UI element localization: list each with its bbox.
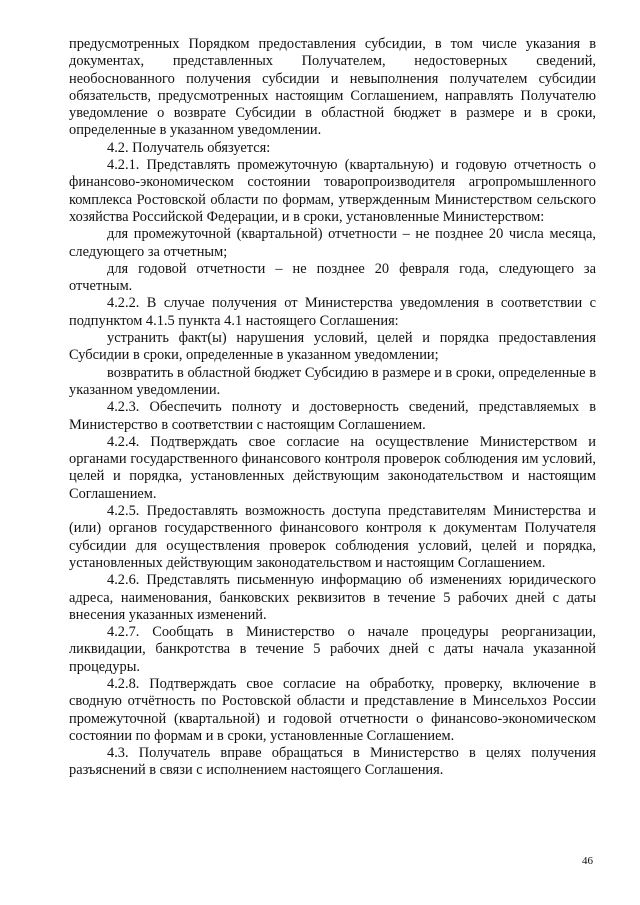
paragraph-continuation: предусмотренных Порядком предоставления субсидии, в том числе указания в документах, представленных Получателем, недостоверных сведений, необоснованного получения субсидии и невыполнения получателем субсидии обязательств, предусмотренных настоящим Соглашением, направлять Получателю уведомление о возврате Субсидии в областной бюджет в размере и в сроки, определенные в указанном уведомлении. [69, 36, 596, 139]
paragraph-4-2-5: 4.2.5. Предоставлять возможность доступа представителям Министерства и (или) органов государственного финансового контроля к документам Получателя субсидии для осуществления проверок соблюдения условий, целей и порядка, установленных действующим законодательством и настоящим Соглашением. [69, 503, 596, 571]
paragraph-return-subsidy: возвратить в областной бюджет Субсидию в размере и в сроки, определенные в указанном уведомлении. [69, 364, 596, 398]
paragraph-4-2-8: 4.2.8. Подтверждать свое согласие на обработку, проверку, включение в сводную отчётность по Ростовской области и представление в Минсельхоз России промежуточной (квартальной) и годовой отчетности о финансово-экономическом состоянии по формам и в сроки, установленные Соглашением. [69, 675, 596, 744]
paragraph-quarterly-deadline: для промежуточной (квартальной) отчетности – не позднее 20 числа месяца, следующего за отчетным; [69, 226, 596, 260]
paragraph-4-2-heading: 4.2. Получатель обязуется: [107, 139, 271, 156]
paragraph-4-2-1: 4.2.1. Представлять промежуточную (квартальную) и годовую отчетность о финансово-экономическом состоянии товаропроизводителя агропромышленного комплекса Ростовской области по формам, утвержденным Министерством сельского хозяйства Российской Федерации, и в сроки, установленные Министерством: [69, 157, 596, 225]
paragraph-4-2-2: 4.2.2. В случае получения от Министерства уведомления в соответствии с подпунктом 4.1.5 пункта 4.1 настоящего Соглашения: [69, 295, 596, 329]
paragraph-4-2-4: 4.2.4. Подтверждать свое согласие на осуществление Министерством и органами государственного финансового контроля проверок соблюдения им условий, целей и порядка, установленных действующим законодательством и настоящим Соглашением. [69, 433, 596, 502]
paragraph-4-2-6: 4.2.6. Представлять письменную информацию об изменениях юридического адреса, наименования, банковских реквизитов в течение 5 рабочих дней с даты внесения указанных изменений. [69, 572, 596, 623]
paragraph-eliminate-violations: устранить факт(ы) нарушения условий, целей и порядка предоставления Субсидии в сроки, определенные в указанном уведомлении; [69, 330, 596, 364]
paragraph-4-2-7: 4.2.7. Сообщать в Министерство о начале процедуры реорганизации, ликвидации, банкротства в течение 5 рабочих дней с даты начала указанной процедуры. [69, 624, 596, 675]
page-number: 46 [582, 855, 593, 867]
paragraph-4-2-3: 4.2.3. Обеспечить полноту и достоверность сведений, представляемых в Министерство в соответствии с настоящим Соглашением. [69, 399, 596, 433]
document-body [69, 36, 596, 780]
paragraph-annual-deadline: для годовой отчетности – не позднее 20 февраля года, следующего за отчетным. [69, 260, 596, 295]
paragraph-4-3: 4.3. Получатель вправе обращаться в Министерство в целях получения разъяснений в связи с исполнением настоящего Соглашения. [69, 745, 596, 779]
